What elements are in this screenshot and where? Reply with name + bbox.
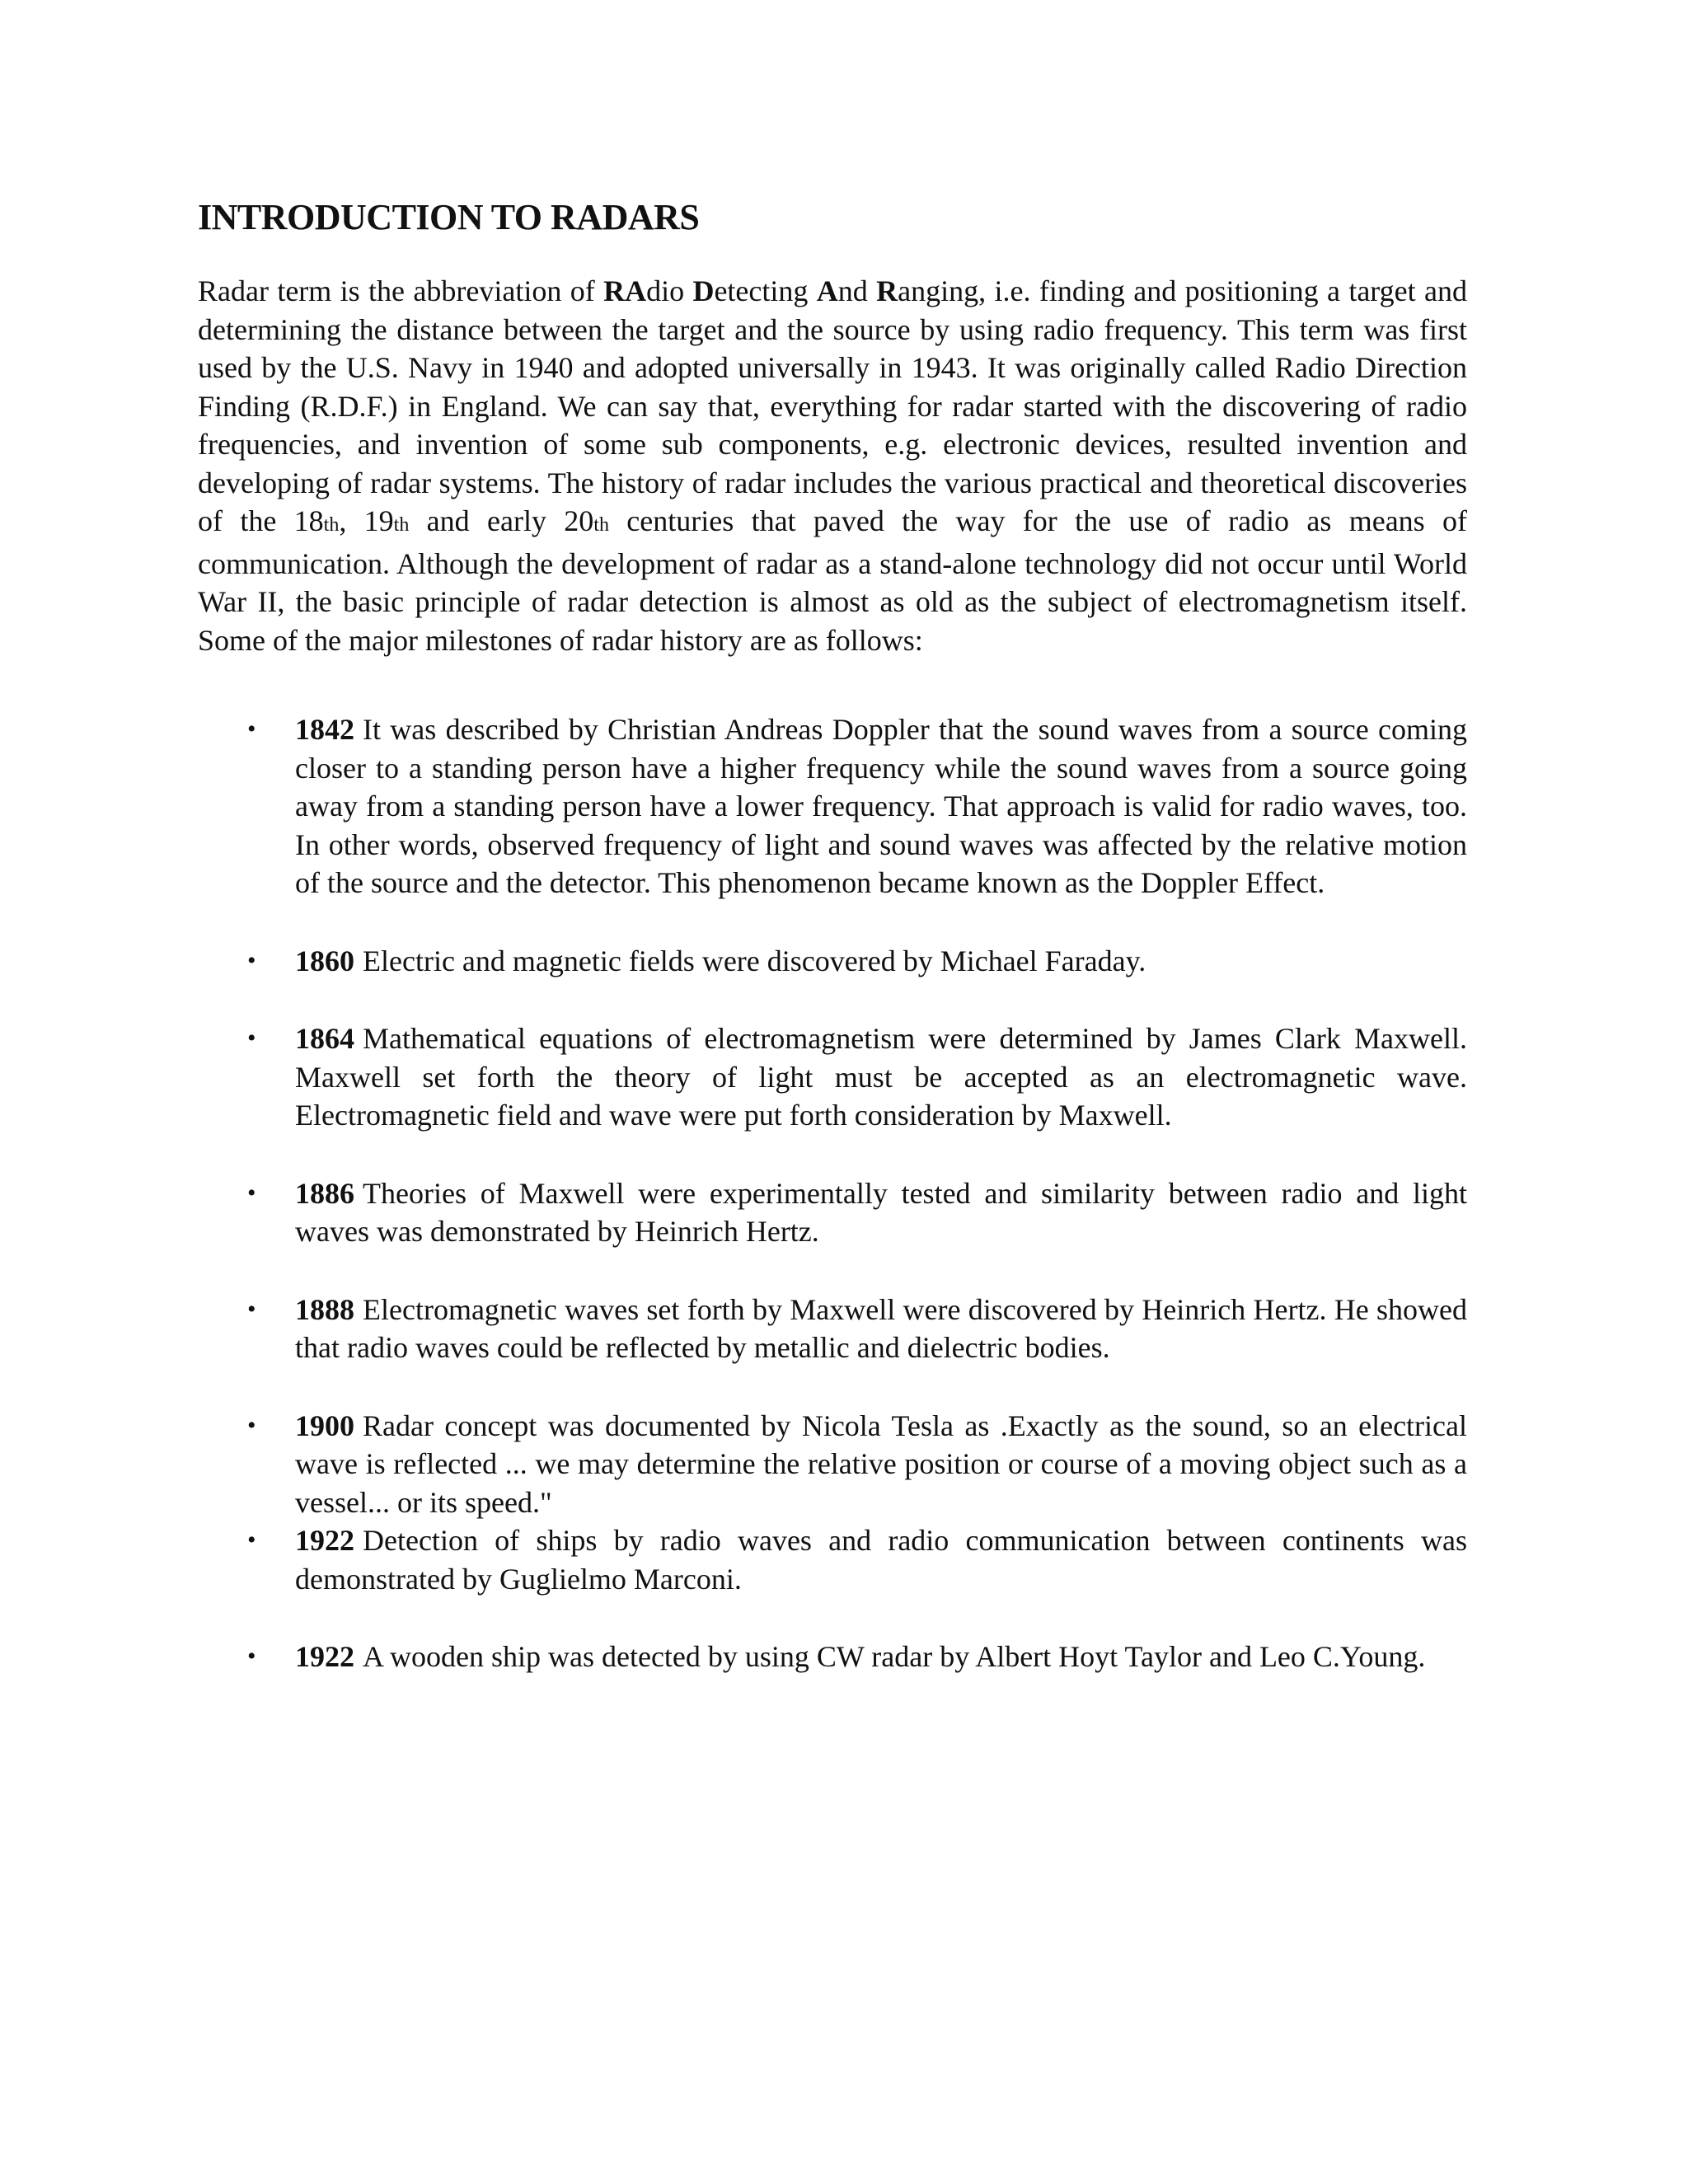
bullet-icon: •: [247, 1024, 256, 1052]
intro-text: anging, i.e. finding and positioning a target and determining the distance between the target and the source by using radio frequency. This term was first used by the U.S. Navy in 1940 and adopted universally in 1943. It was originally called Radio Direction Finding (R.D.F.) in England. We can say that, everything for radar started with the discovering of radio frequencies, and invention of some sub components, e.g. electronic devices, resulted invention and developing of radar systems. The history of radar includes the various practical and theoretical discoveries of the 18: [198, 274, 1467, 537]
milestone-text: Electromagnetic waves set forth by Maxwell were discovered by Heinrich Hertz. He showed that radio waves could be reflected by metallic and dielectric bodies.: [295, 1292, 1467, 1364]
milestone-year: 1922: [295, 1640, 354, 1673]
milestone-text: A wooden ship was detected by using CW radar by Albert Hoyt Taylor and Leo C.Young.: [363, 1640, 1426, 1673]
milestone-year: 1922: [295, 1524, 354, 1557]
list-item: [198, 1019, 1467, 1135]
milestone-list: [198, 710, 1467, 1676]
acronym-letter: D: [692, 274, 715, 307]
milestone-text: Radar concept was documented by Nicola Tesla as .Exactly as the sound, so an electrical wave is reflected ... we may determine the relative position or course of a moving object such as a vessel... or its speed.": [295, 1408, 1467, 1519]
milestone-year: 1888: [295, 1292, 354, 1326]
intro-paragraph: [198, 272, 1467, 659]
bullet-icon: •: [247, 1179, 256, 1207]
list-item: [198, 1521, 1467, 1598]
milestone-year: 1900: [295, 1408, 354, 1442]
ordinal-suffix: th: [323, 514, 340, 536]
milestone-text: It was described by Christian Andreas Doppler that the sound waves from a source coming closer to a standing person have a higher frequency while the sound waves from a source going away from a standing person have a lower frequency. That approach is valid for radio waves, too. In other words, observed frequency of light and sound waves was affected by the relative motion of the source and the detector. This phenomenon became known as the Doppler Effect.: [295, 713, 1467, 899]
acronym-letter: R: [876, 274, 898, 307]
acronym-letter: RA: [603, 274, 647, 307]
list-item: [198, 1638, 1467, 1676]
ordinal-suffix: th: [593, 514, 609, 536]
bullet-icon: •: [247, 946, 256, 974]
intro-text: dio: [646, 274, 693, 307]
bullet-icon: •: [247, 1526, 256, 1554]
intro-text: centuries that paved the way for the use of radio as means of communication. Although the development of radar as a stand-alone technology did not occur until World War II, the basic principle of radar detection is almost as old as the subject of electromagnetism itself. Some of the major milestones of radar history are as follows:: [198, 504, 1468, 657]
bullet-icon: •: [247, 1643, 256, 1670]
milestone-text: Mathematical equations of electromagnetism were determined by James Clark Maxwell. Maxwell set forth the theory of light must be accepted as an electromagnetic wave. Electromagnetic field and wave were put forth consideration by Maxwell.: [295, 1022, 1467, 1132]
list-item: [198, 1291, 1467, 1367]
list-item: [198, 1174, 1467, 1251]
list-item: [198, 942, 1467, 981]
milestone-text: Detection of ships by radio waves and radio communication between continents was demonstrated by Guglielmo Marconi.: [295, 1524, 1467, 1596]
intro-text: etecting: [714, 274, 817, 307]
milestone-year: 1842: [295, 713, 354, 746]
list-item: [198, 1407, 1467, 1522]
acronym-letter: A: [816, 274, 838, 307]
ordinal-suffix: th: [393, 514, 410, 536]
intro-text: nd: [837, 274, 877, 307]
intro-text: and early 20: [409, 504, 594, 537]
intro-text: Radar term is the abbreviation of: [198, 274, 604, 307]
milestone-text: Electric and magnetic fields were discovered by Michael Faraday.: [363, 944, 1146, 977]
milestone-year: 1864: [295, 1022, 354, 1055]
milestone-year: 1886: [295, 1176, 354, 1210]
milestone-text: Theories of Maxwell were experimentally tested and similarity between radio and light waves was demonstrated by Heinrich Hertz.: [295, 1176, 1467, 1248]
intro-text: , 19: [339, 504, 394, 537]
bullet-icon: •: [247, 1411, 256, 1439]
bullet-icon: •: [247, 1295, 256, 1323]
document-page: [198, 196, 1467, 1676]
bullet-icon: •: [247, 715, 256, 743]
page-title: INTRODUCTION TO RADARS: [198, 197, 700, 237]
list-item: [198, 710, 1467, 902]
milestone-year: 1860: [295, 944, 354, 977]
